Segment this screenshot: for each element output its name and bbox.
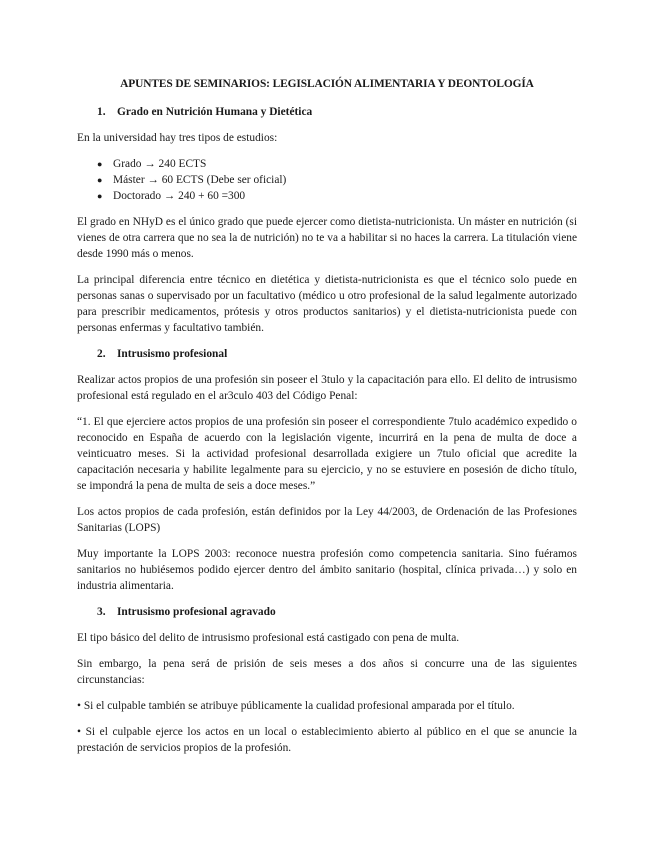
paragraph-intrusion-definition: Realizar actos propios de una profesión sin poseer el 3tulo y la capacitación para ello. El delito de intrusismo profesional está regulado en el ar3culo 403 del Código Penal: <box>77 374 577 402</box>
paragraph-degree: El grado en NHyD es el único grado que puede ejercer como dietista-nutricionista. Un máster en nutrición (si vienes de otra carrera que no sea la de nutrición) no te va a habilitar si no haces la carrera. La titulación viene desde 1990 más o menos. <box>77 216 577 260</box>
paragraph-difference: La principal diferencia entre técnico en dietética y dietista-nutricionista es que el técnico solo puede en personas sanas o supervisado por un facultativo (médico u otro profesional de la salud legalmente autorizado para prescribir medicamentos, prótesis y otros productos sanitarios) y el dietista-nutricionista puede con personas enfermas y facultativo también. <box>77 274 577 334</box>
section-heading-3 <box>97 604 577 620</box>
list-item <box>77 188 577 204</box>
bullet-icon: ● <box>97 191 103 201</box>
section-number: 1. <box>97 106 106 118</box>
paragraph-circumstance-1: • Si el culpable también se atribuye públicamente la cualidad profesional amparada por el título. <box>77 700 515 712</box>
section-title: Intrusismo profesional agravado <box>117 606 276 618</box>
bullet-list-studies <box>77 156 577 204</box>
paragraph-basic-penalty: El tipo básico del delito de intrusismo profesional está castigado con pena de multa. <box>77 632 460 644</box>
paragraph-aggravated-penalty: Sin embargo, la pena será de prisión de seis meses a dos años si concurre una de las siguientes circunstancias: <box>77 658 577 686</box>
document-page <box>77 76 577 766</box>
paragraph-study-types-intro: En la universidad hay tres tipos de estudios: <box>77 132 278 144</box>
list-item-text: Máster → 60 ECTS (Debe ser oficial) <box>113 174 287 186</box>
bullet-icon: ● <box>97 175 103 185</box>
list-item <box>77 172 577 188</box>
section-title: Grado en Nutrición Humana y Dietética <box>117 106 313 118</box>
paragraph-lops-importance: Muy importante la LOPS 2003: reconoce nuestra profesión como competencia sanitaria. Sino fuéramos sanitarios no hubiésemos podido ejercer dentro del ámbito sanitario (hospital, clínica privada…) y solo en industria alimentaria. <box>77 548 577 592</box>
list-item-text: Grado → 240 ECTS <box>113 158 207 170</box>
bullet-icon: ● <box>97 159 103 169</box>
document-title: APUNTES DE SEMINARIOS: LEGISLACIÓN ALIMENTARIA Y DEONTOLOGÍA <box>120 78 534 90</box>
section-number: 2. <box>97 348 106 360</box>
paragraph-circumstance-2: • Si el culpable ejerce los actos en un local o establecimiento abierto al público en el que se anuncie la prestación de servicios propios de la profesión. <box>77 726 577 754</box>
paragraph-lops: Los actos propios de cada profesión, están definidos por la Ley 44/2003, de Ordenación de las Profesiones Sanitarias (LOPS) <box>77 506 577 534</box>
section-title: Intrusismo profesional <box>117 348 228 360</box>
section-heading-2 <box>97 346 577 362</box>
paragraph-legal-quote: “1. El que ejerciere actos propios de una profesión sin poseer el correspondiente 7tulo académico expedido o reconocido en España de acuerdo con la legislación vigente, incurrirá en la pena de multa de doce a veinticuatro meses. Si la actividad profesional desarrollada exigiere un 7tulo oficial que acredite la capacitación necesaria y habilite legalmente para su ejercicio, y no se estuviere en posesión de dicho título, se impondrá la pena de multa de seis a doce meses.” <box>77 416 577 492</box>
list-item <box>77 156 577 172</box>
list-item-text: Doctorado → 240 + 60 =300 <box>113 190 246 202</box>
section-heading-1 <box>97 104 577 120</box>
section-number: 3. <box>97 606 106 618</box>
